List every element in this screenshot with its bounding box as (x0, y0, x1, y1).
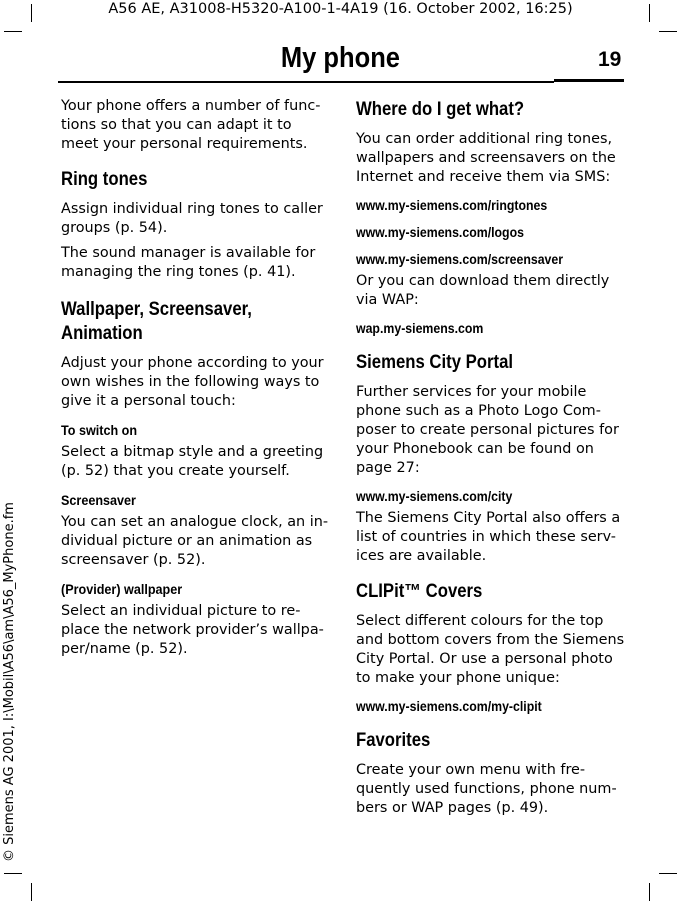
url-logos: www.my-siemens.com/logos (356, 224, 524, 240)
left-column (61, 97, 329, 665)
crop-mark-bottom-right-horizontal (659, 873, 677, 874)
wallpaper-heading (61, 298, 297, 346)
url-city: www.my-siemens.com/city (356, 488, 513, 504)
city-portal-heading: Siemens City Portal (356, 352, 514, 373)
favorites-paragraph: Create your own menu with fre-quently used functions, phone num-bers or WAP pages (p. 49). (356, 762, 617, 816)
favorites-heading: Favorites (356, 730, 431, 751)
crop-mark-top-right-horizontal (659, 31, 677, 32)
screensaver-heading: Screensaver (61, 492, 136, 508)
ring-tones-paragraph-1: Assign individual ring tones to caller groups (p. 54). (61, 201, 323, 236)
wallpaper-heading-line-1: Wallpaper, Screensaver, (61, 299, 252, 320)
url-ringtones: www.my-siemens.com/ringtones (356, 197, 548, 213)
city-portal-paragraph: Further services for your mobile phone such as a Photo Logo Com-poser to create personal pictures for your Phonebook can be found on page 27: (356, 384, 619, 476)
clipit-heading: CLIPit™ Covers (356, 581, 483, 602)
wallpaper-heading-line-2: Animation (61, 323, 143, 344)
title-rule (58, 81, 554, 83)
wallpaper-intro: Adjust your phone according to your own wishes in the following ways to give it a personal touch: (61, 355, 324, 409)
print-header: A56 AE, A31008-H5320-A100-1-4A19 (16. October 2002, 16:25) (108, 1, 573, 17)
switch-on-paragraph: Select a bitmap style and a greeting (p. 52) that you create yourself. (61, 444, 324, 479)
clipit-paragraph: Select different colours for the top and bottom covers from the Siemens City Portal. Or use a personal photo to make your phone unique: (356, 613, 625, 686)
city-portal-paragraph-2: The Siemens City Portal also offers a list of countries in which these serv-ices are available. (356, 510, 621, 564)
provider-wallpaper-paragraph: Select an individual picture to re-place the network provider’s wallpa-per/name (p. 52). (61, 603, 324, 657)
ring-tones-heading: Ring tones (61, 169, 148, 190)
where-heading: Where do I get what? (356, 99, 525, 120)
page-number: 19 (598, 48, 622, 71)
where-paragraph-2: Or you can download them directly via WAP: (356, 273, 610, 308)
crop-mark-top-left-horizontal (4, 31, 22, 32)
url-wap: wap.my-siemens.com (356, 320, 484, 336)
page-title: My phone (280, 42, 400, 74)
crop-mark-bottom-right-vertical (649, 883, 650, 901)
crop-mark-bottom-left-vertical (31, 883, 32, 901)
screensaver-paragraph: You can set an analogue clock, an in-dividual picture or an animation as screensaver (p. 52). (61, 514, 329, 568)
ring-tones-paragraph-2: The sound manager is available for managing the ring tones (p. 41). (61, 245, 316, 280)
crop-mark-bottom-left-horizontal (4, 873, 22, 874)
url-my-clipit: www.my-siemens.com/my-clipit (356, 698, 542, 714)
page-number-rule (554, 79, 624, 82)
url-screensaver: www.my-siemens.com/screensaver (356, 251, 564, 267)
provider-wallpaper-heading: (Provider) wallpaper (61, 581, 183, 597)
where-paragraph: You can order additional ring tones, wallpapers and screensavers on the Internet and receive them via SMS: (356, 131, 616, 185)
copyright-side-note: © Siemens AG 2001, I:\Mobil\A56\am\A56_MyPhone.fm (2, 502, 17, 862)
intro-paragraph: Your phone offers a number of func-tions so that you can adapt it to meet your personal requirements. (61, 98, 321, 152)
right-column (356, 97, 626, 824)
switch-on-heading: To switch on (61, 422, 138, 438)
